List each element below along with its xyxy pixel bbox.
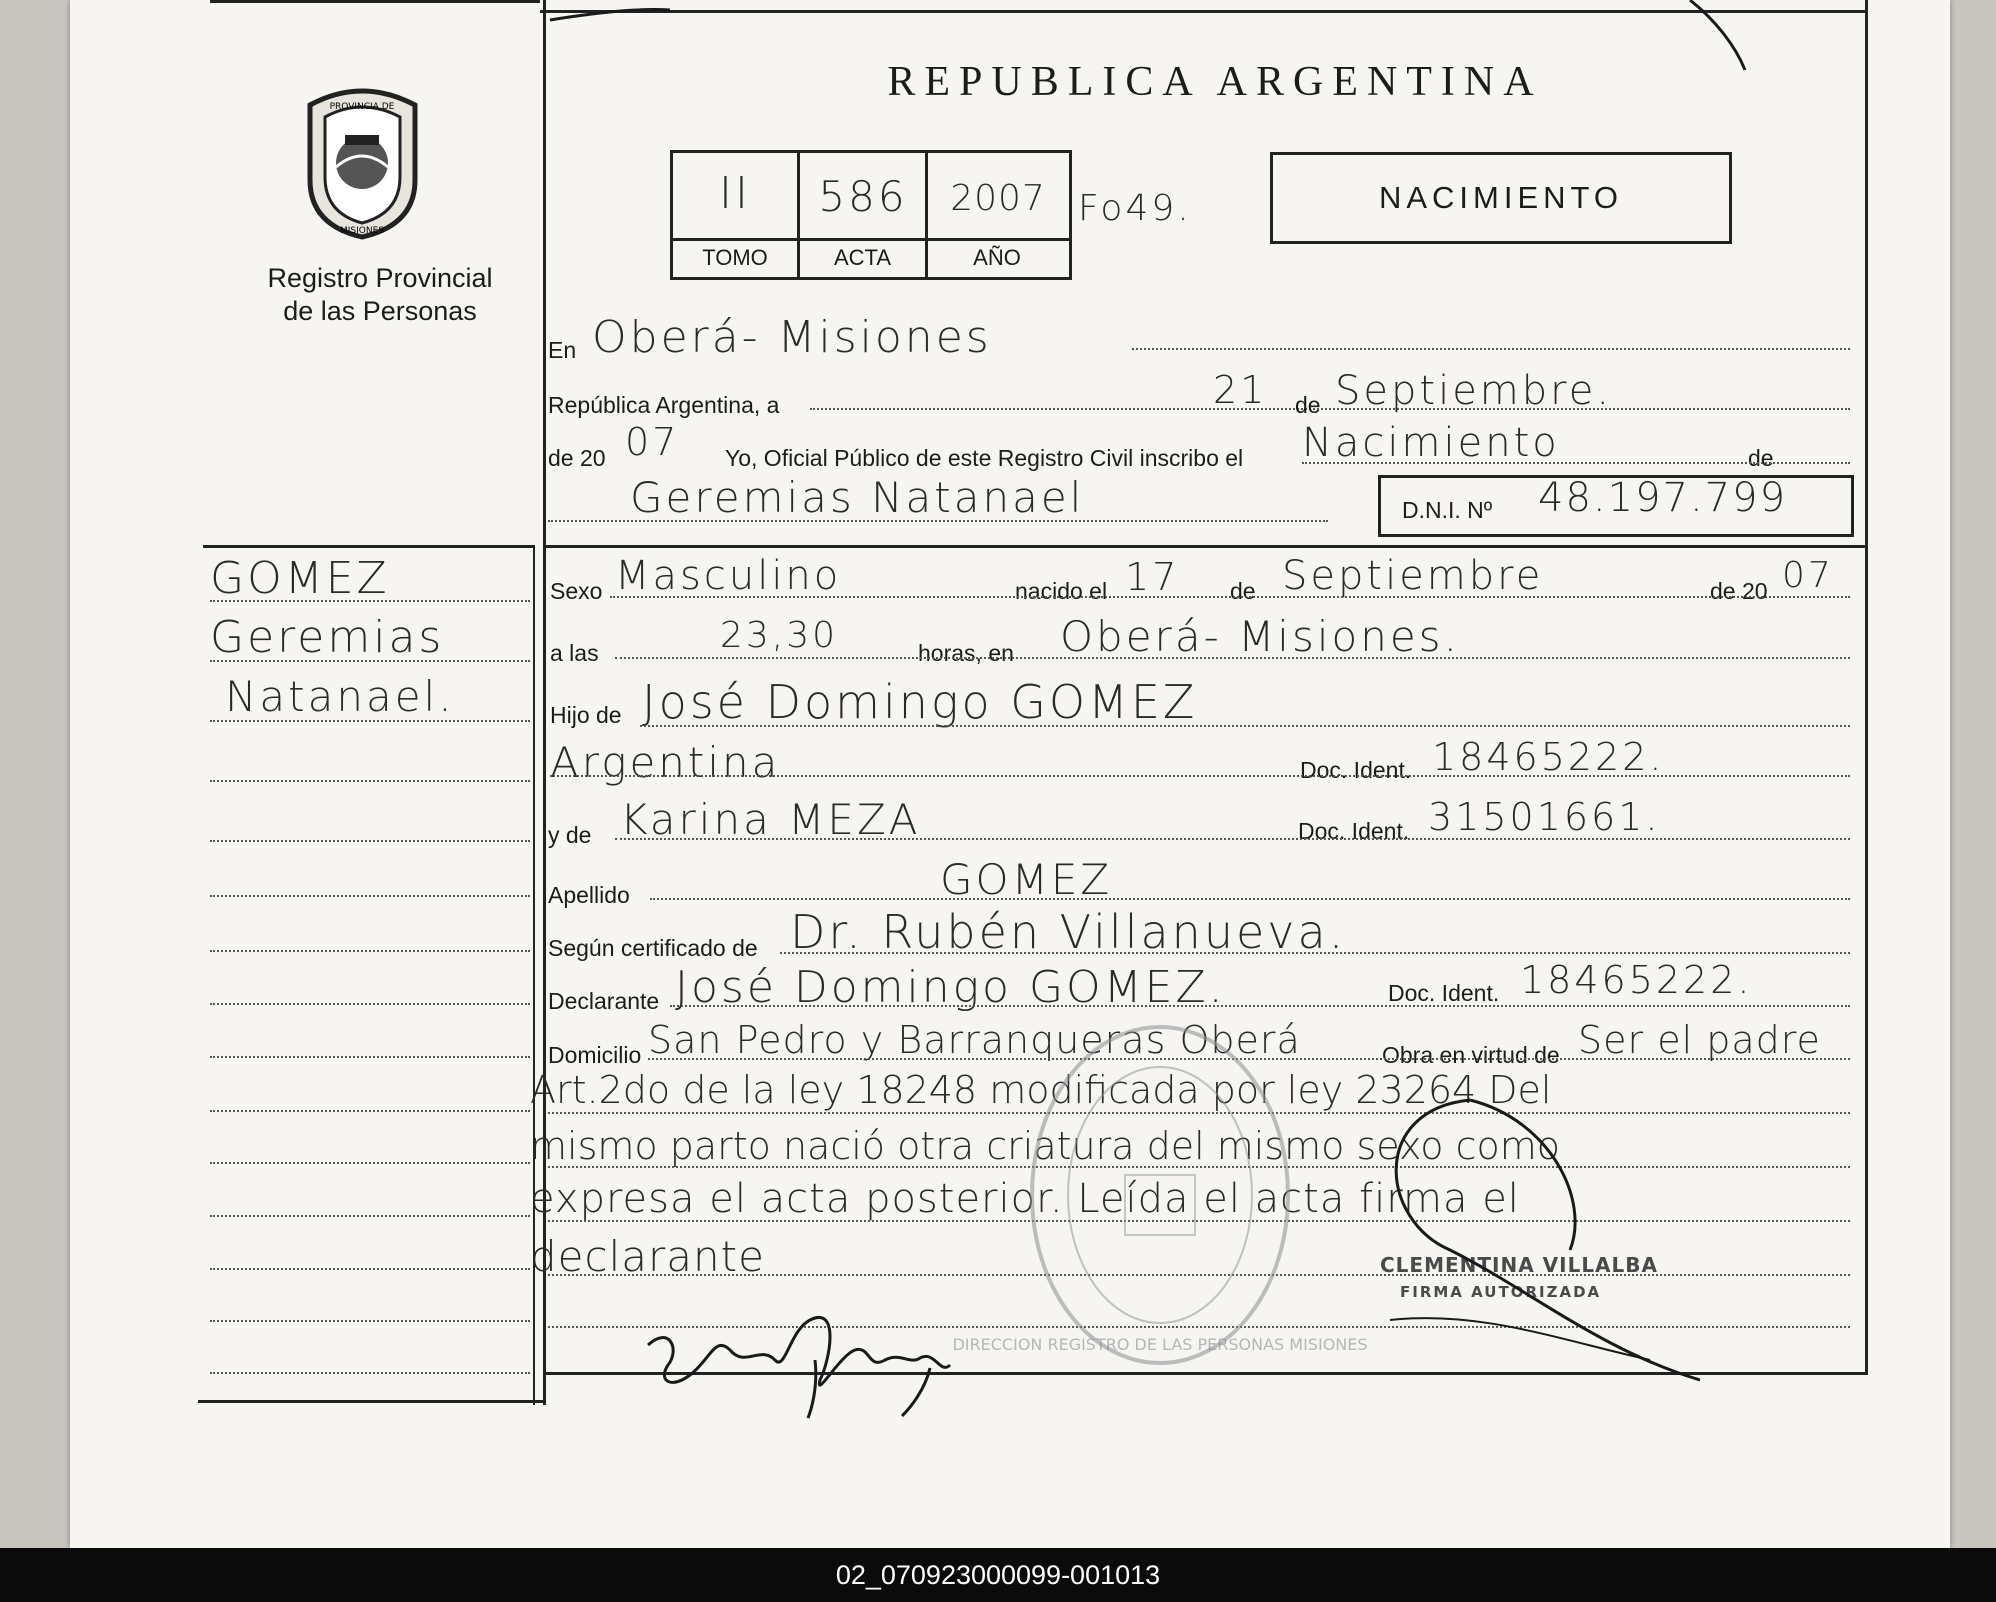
line-en [1132,348,1850,350]
label-obra: Obra en virtud de [1382,1042,1560,1068]
label-de: de [1295,392,1321,418]
obs-line3: expresa el acta posterior. Leída el acta firma el [530,1176,1520,1222]
label-nacido: nacido el [1015,578,1108,604]
record-divider-h [670,238,1069,241]
value-doc-padre: 18465222. [1432,735,1665,779]
value-anio-corto: 07 [625,420,680,464]
label-segun: Según certificado de [548,935,758,961]
margin-line [210,1372,530,1374]
margin-name2: Natanael. [225,672,455,721]
obs-line1: Art.2do de la ley 18248 modificada por ley 23264 Del [530,1068,1552,1112]
margin-line [210,1056,530,1058]
value-dia: 21 [1213,368,1268,412]
acta-value: 586 [818,172,908,221]
label-y-de: y de [548,822,592,848]
margin-surname: GOMEZ [210,553,390,604]
label-a-las: a las [550,640,599,666]
country-title: REPUBLICA ARGENTINA [887,59,1543,105]
anio-label: AÑO [973,245,1021,270]
value-nac-anio: 07 [1782,555,1834,596]
value-dni: 48.197.799 [1538,475,1788,521]
registry-line2: de las Personas [283,296,477,326]
value-doc-madre: 31501661. [1428,795,1661,839]
value-sexo: Masculino [615,553,842,599]
line-acto [1302,462,1850,464]
value-acto: Nacimiento [1302,420,1560,466]
label-hijo-de: Hijo de [550,702,622,728]
official-signature [1330,1090,1710,1390]
value-declarante: José Domingo GOMEZ. [675,962,1226,1013]
anio-value: 2007 [950,178,1046,219]
line-sexo [610,596,1850,598]
label-republica: República Argentina, a [548,392,780,418]
margin-line [210,840,530,842]
value-madre: Karina MEZA [620,795,921,844]
acta-label: ACTA [833,245,892,270]
margin-line [210,1003,530,1005]
value-lugar: Oberá- Misiones [592,312,992,363]
label-en: En [548,337,577,363]
right-border [1865,0,1868,1375]
value-nac-mes: Septiembre [1282,553,1544,599]
line-y-de [615,838,1850,840]
provincial-seal-icon [295,85,430,240]
line-hijo [640,725,1850,727]
value-certificado: Dr. Rubén Villanueva. [790,905,1347,959]
label-de20b: de 20 [1710,578,1768,604]
value-apellido: GOMEZ [940,855,1113,904]
tomo-label: TOMO [702,245,768,270]
line-nombre [548,520,1328,522]
official-stamp-role: FIRMA AUTORIZADA [1400,1283,1602,1301]
label-yo-oficial: Yo, Oficial Público de este Registro Civil inscribo el [725,445,1244,471]
label-de3: de [1230,578,1256,604]
line-republica [810,408,1850,410]
top-ink-marks [540,0,1780,80]
value-nac-dia: 17 [1125,555,1180,599]
declarant-signature [640,1290,980,1420]
margin-line [210,600,530,602]
value-domicilio: San Pedro y Barranqueras Oberá [648,1018,1301,1062]
line-apellido [650,898,1850,900]
margin-line [210,950,530,952]
value-padre: José Domingo GOMEZ [642,675,1198,729]
value-hora: 23,30 [720,615,839,656]
registry-name [230,262,530,328]
value-doc-declarante: 18465222. [1520,958,1753,1002]
line-a-las [615,657,1850,659]
margin-line [210,1110,530,1112]
margin-line [210,780,530,782]
margin-top-rule [210,0,540,3]
margin-line [210,895,530,897]
margin-rule-1 [203,545,533,548]
label-dni: D.N.I. Nº [1402,497,1493,523]
line-segun [780,952,1850,954]
margin-line [210,1268,530,1270]
value-nacionalidad: Argentina [550,738,781,787]
official-stamp-name: CLEMENTINA VILLALBA [1380,1253,1659,1277]
obs-line4: declarante [530,1232,765,1281]
certificate-page [70,0,1950,1548]
round-stamp-text: DIRECCION REGISTRO DE LAS PERSONAS MISIONES [952,1335,1368,1354]
value-mes: Septiembre. [1335,368,1613,414]
label-doc-padre: Doc. Ident. [1300,757,1412,783]
value-nombre: Geremias Natanael [630,473,1085,522]
margin-bottom-rule [198,1400,546,1403]
label-de2: de [1748,445,1774,471]
obs-line2: mismo parto nació otra criatura del mismo sexo como [530,1124,1561,1168]
folio-value: Fo49. [1078,188,1192,229]
line-nacionalidad [550,775,1850,777]
registry-line1: Registro Provincial [267,263,493,293]
label-de20: de 20 [548,445,606,471]
label-declarante: Declarante [548,988,660,1014]
type-box: NACIMIENTO [1270,152,1732,244]
label-doc-declarante: Doc. Ident. [1388,980,1500,1006]
label-doc-madre: Doc. Ident. [1298,818,1410,844]
tomo-value: II [719,168,751,219]
label-sexo: Sexo [550,578,603,604]
value-obra: Ser el padre [1578,1018,1821,1062]
label-apellido: Apellido [548,882,630,908]
margin-line [210,1162,530,1164]
margin-name1: Geremias [210,612,445,663]
seal-top-text: PROVINCIA DE [329,102,395,112]
value-lugar-nac: Oberá- Misiones. [1060,612,1460,661]
label-horas: horas, en [918,640,1014,666]
seal-bottom-text: MISIONES [339,226,385,236]
body-rule-1 [543,545,1868,548]
margin-line [210,1215,530,1217]
scan-identifier: 02_070923000099-001013 [0,1548,1996,1602]
margin-line [210,720,530,722]
margin-line [210,660,530,662]
margin-line [210,1320,530,1322]
label-domicilio: Domicilio [548,1042,642,1068]
